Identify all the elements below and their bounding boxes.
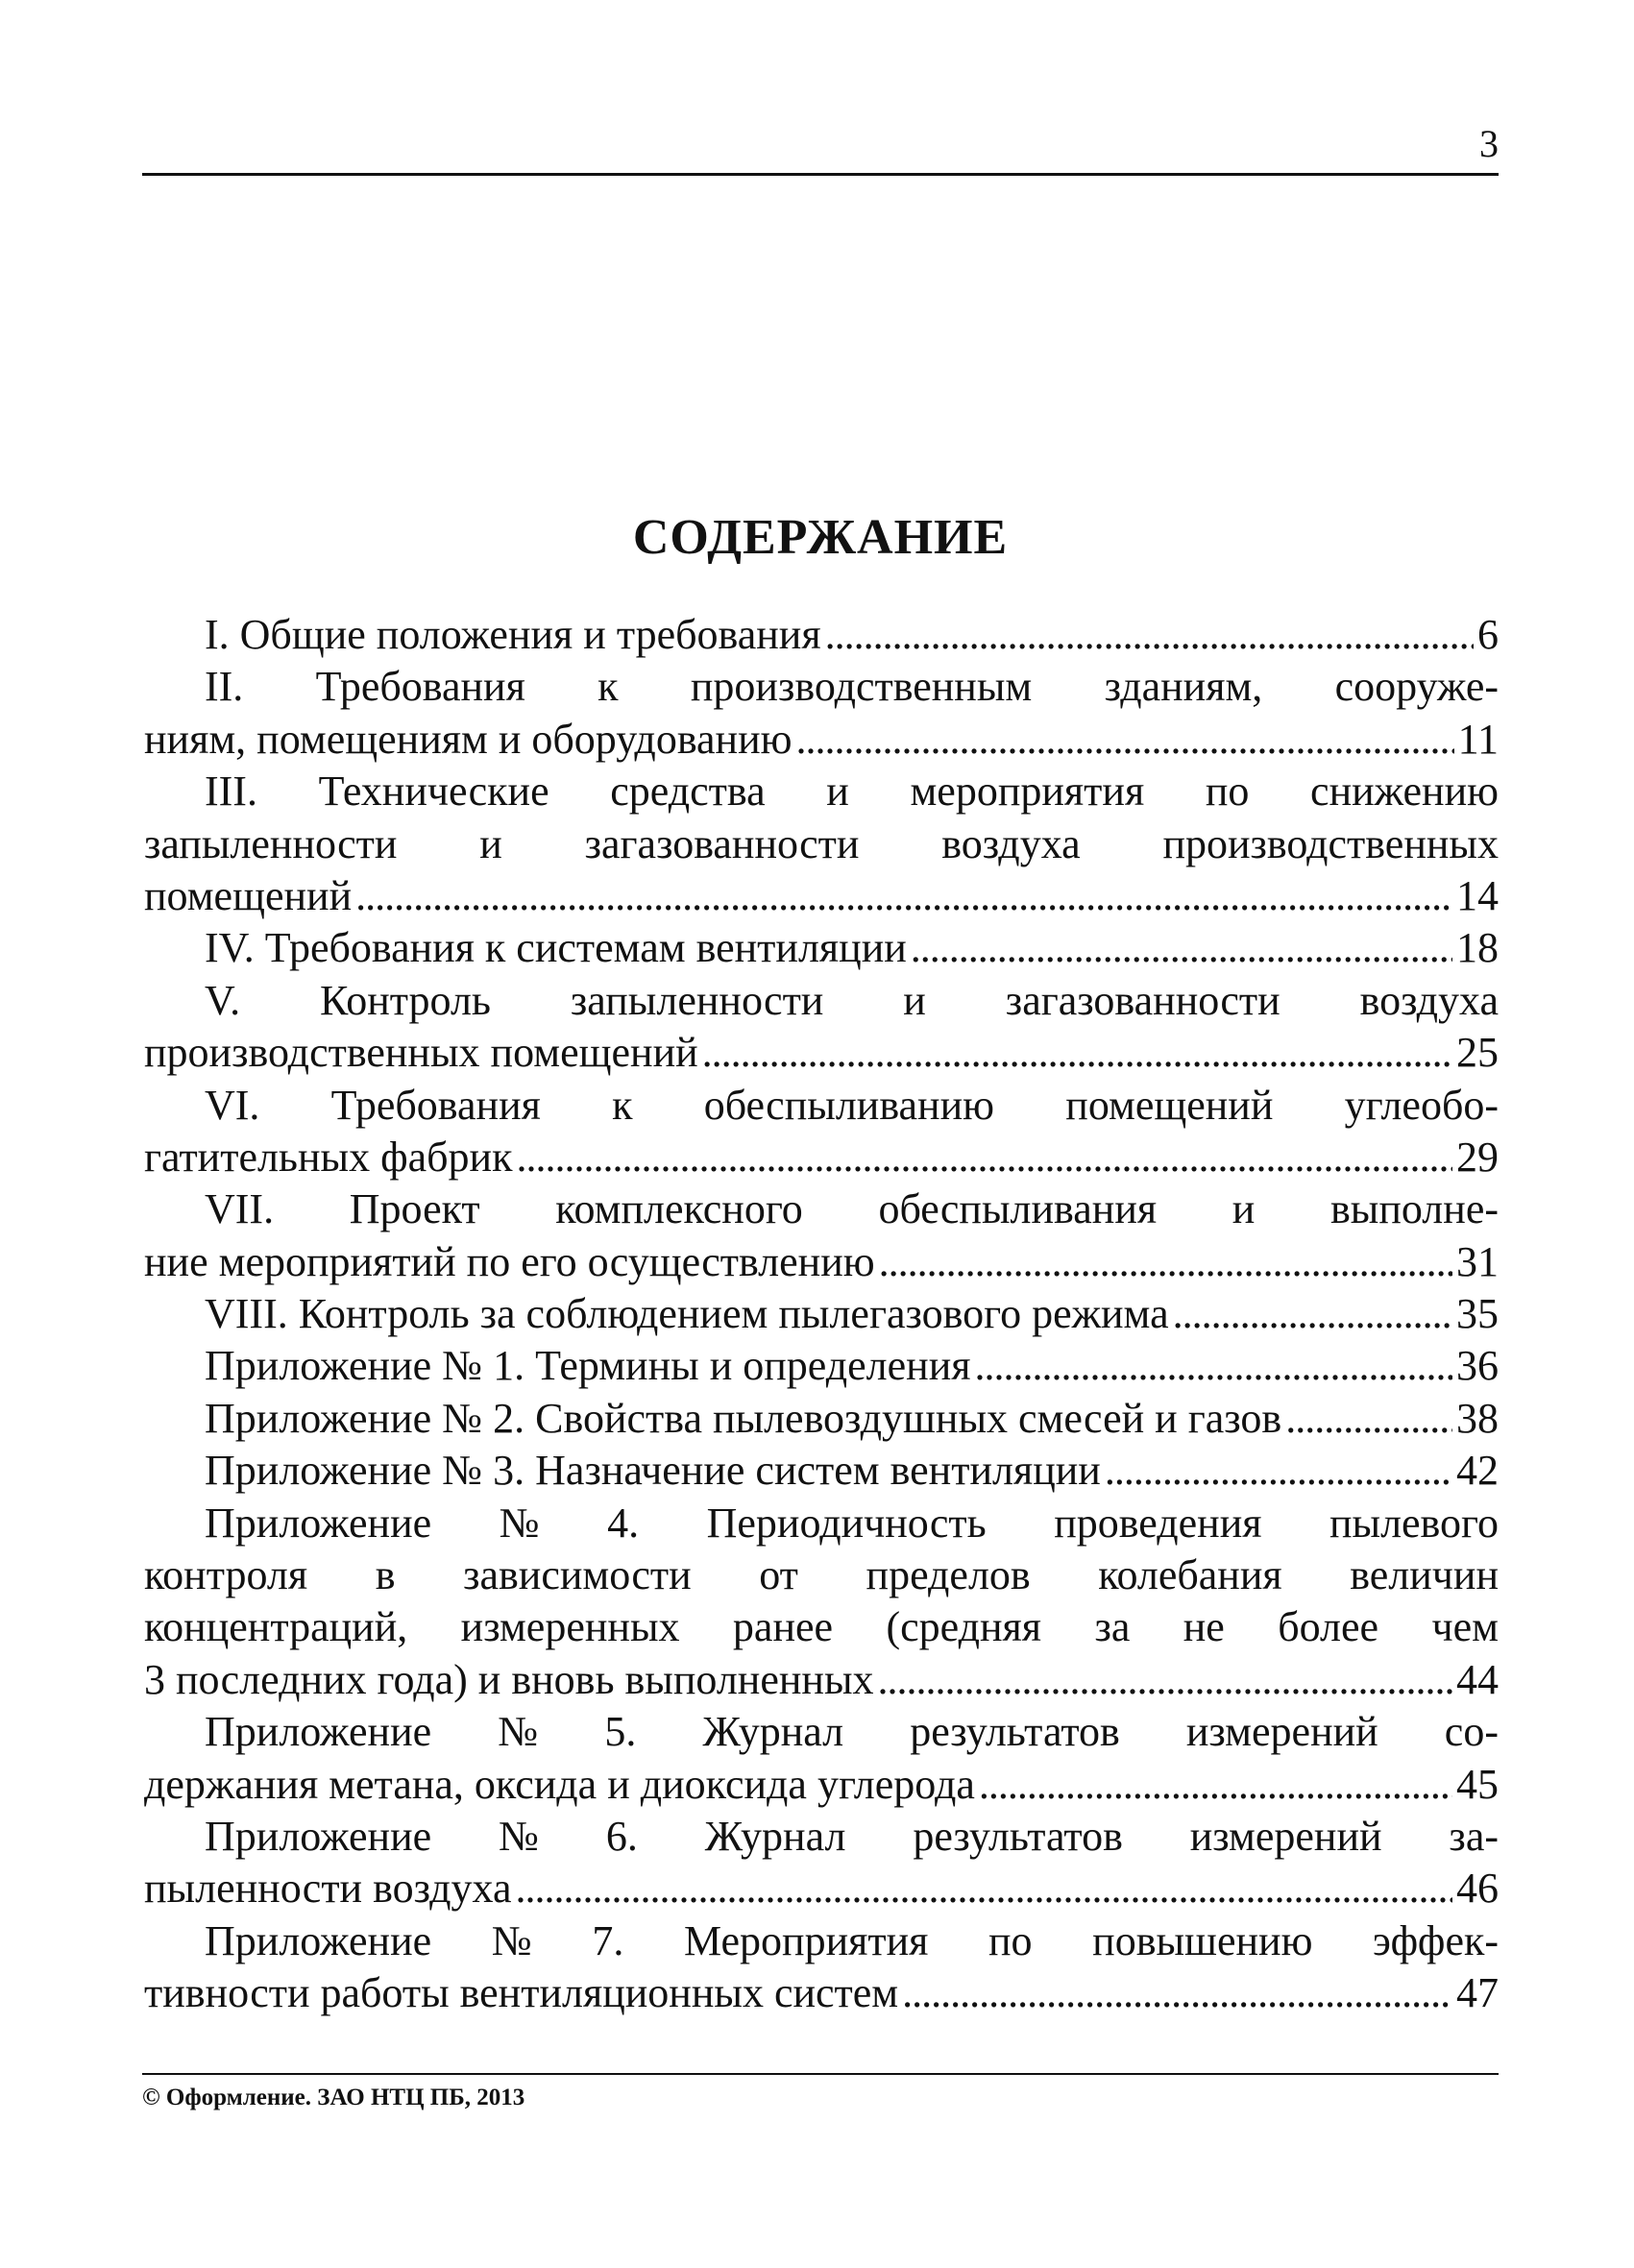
toc-page-number: 44 xyxy=(1456,1655,1499,1703)
dot-leader xyxy=(796,714,1454,766)
dot-leader xyxy=(702,1027,1452,1079)
toc-entry-text: производственных помещений xyxy=(144,1029,698,1077)
toc-entry-text: Приложение № 3. Назначение систем вентиляции xyxy=(205,1447,1101,1495)
dot-leader xyxy=(825,609,1474,661)
dot-leader xyxy=(911,922,1452,974)
dot-leader xyxy=(1285,1393,1452,1445)
toc-entry-text: пыленности воздуха xyxy=(144,1865,512,1913)
dot-leader xyxy=(1105,1445,1452,1497)
toc-page-number: 18 xyxy=(1456,924,1499,972)
toc-page-number: 25 xyxy=(1456,1029,1499,1077)
toc-entry[interactable] xyxy=(144,1915,1499,2020)
toc-page-number: 46 xyxy=(1456,1865,1499,1913)
toc-entry[interactable] xyxy=(144,922,1499,974)
toc-page-number: 14 xyxy=(1456,871,1499,919)
dot-leader xyxy=(879,1236,1452,1288)
toc-entry[interactable] xyxy=(144,1393,1499,1445)
toc-page-number: 6 xyxy=(1477,611,1499,658)
header-rule xyxy=(142,173,1499,176)
toc-entry[interactable] xyxy=(144,1811,1499,1915)
table-of-contents xyxy=(144,609,1499,2020)
toc-entry[interactable] xyxy=(144,975,1499,1080)
toc-title: СОДЕРЖАНИЕ xyxy=(632,510,1009,565)
toc-entry-text: Приложение № 7. Мероприятия по повышению эффек- xyxy=(205,1916,1499,1964)
toc-entry-text: запыленности и загазованности воздуха производственных xyxy=(144,819,1499,867)
toc-entry-text: IV. Требования к системам вентиляции xyxy=(205,924,907,972)
toc-entry-text: тивности работы вентиляционных систем xyxy=(144,1969,899,2017)
copyright-footer: © Оформление. ЗАО НТЦ ПБ, 2013 xyxy=(142,2085,525,2110)
toc-entry-text: ниям, помещениям и оборудованию xyxy=(144,715,793,763)
dot-leader xyxy=(974,1340,1452,1392)
toc-page-number: 38 xyxy=(1456,1394,1499,1442)
toc-entry[interactable] xyxy=(144,1183,1499,1288)
footer-rule xyxy=(142,2073,1499,2075)
toc-entry-text: Приложение № 5. Журнал результатов измерений со- xyxy=(205,1708,1499,1756)
dot-leader xyxy=(878,1654,1452,1706)
toc-entry-text: V. Контроль запыленности и загазованности воздуха xyxy=(205,976,1499,1024)
toc-entry-text: держания метана, оксида и диоксида углерода xyxy=(144,1760,975,1808)
dot-leader xyxy=(355,870,1452,922)
toc-entry-text: Приложение № 6. Журнал результатов измерений за- xyxy=(205,1812,1499,1860)
toc-page-number: 35 xyxy=(1456,1290,1499,1338)
toc-entry[interactable] xyxy=(144,766,1499,922)
dot-leader xyxy=(516,1863,1453,1914)
toc-page-number: 42 xyxy=(1456,1447,1499,1495)
toc-entry-text: 3 последних года) и вновь выполненных xyxy=(144,1655,874,1703)
toc-entry-text: II. Требования к производственным зданиям, сооруже- xyxy=(205,663,1499,711)
toc-entry[interactable] xyxy=(144,609,1499,661)
page-number: 3 xyxy=(1479,122,1499,165)
toc-page-number: 36 xyxy=(1456,1342,1499,1390)
toc-entry[interactable] xyxy=(144,1080,1499,1184)
toc-entry-text: I. Общие положения и требования xyxy=(205,611,821,658)
toc-page-number: 11 xyxy=(1457,715,1499,763)
dot-leader xyxy=(902,1967,1452,2019)
dot-leader xyxy=(979,1759,1452,1811)
toc-entry-text: концентраций, измеренных ранее (средняя за не более чем xyxy=(144,1603,1499,1651)
toc-entry[interactable] xyxy=(144,1498,1499,1707)
toc-entry-text: Приложение № 4. Периодичность проведения пылевого xyxy=(205,1499,1499,1547)
toc-entry-text: Приложение № 1. Термины и определения xyxy=(205,1342,971,1390)
toc-entry[interactable] xyxy=(144,1445,1499,1497)
toc-entry[interactable] xyxy=(144,1288,1499,1340)
dot-leader xyxy=(1173,1288,1452,1340)
toc-entry[interactable] xyxy=(144,1340,1499,1392)
toc-entry[interactable] xyxy=(144,1706,1499,1811)
toc-page-number: 31 xyxy=(1456,1237,1499,1285)
toc-entry-text: Приложение № 2. Свойства пылевоздушных смесей и газов xyxy=(205,1394,1282,1442)
toc-entry-text: помещений xyxy=(144,871,353,919)
toc-page-number: 47 xyxy=(1456,1969,1499,2017)
dot-leader xyxy=(516,1132,1452,1183)
toc-entry-text: ние мероприятий по его осуществлению xyxy=(144,1237,875,1285)
toc-entry-text: гатительных фабрик xyxy=(144,1133,513,1181)
toc-entry[interactable] xyxy=(144,661,1499,766)
toc-entry-text: III. Технические средства и мероприятия по снижению xyxy=(205,768,1499,816)
toc-page-number: 45 xyxy=(1456,1760,1499,1808)
toc-page-number: 29 xyxy=(1456,1133,1499,1181)
toc-entry-text: VII. Проект комплексного обеспыливания и выполне- xyxy=(205,1185,1499,1233)
toc-entry-text: контроля в зависимости от пределов колебания величин xyxy=(144,1551,1499,1599)
toc-entry-text: VIII. Контроль за соблюдением пылегазового режима xyxy=(205,1290,1169,1338)
toc-entry-text: VI. Требования к обеспыливанию помещений углеобо- xyxy=(205,1081,1499,1129)
